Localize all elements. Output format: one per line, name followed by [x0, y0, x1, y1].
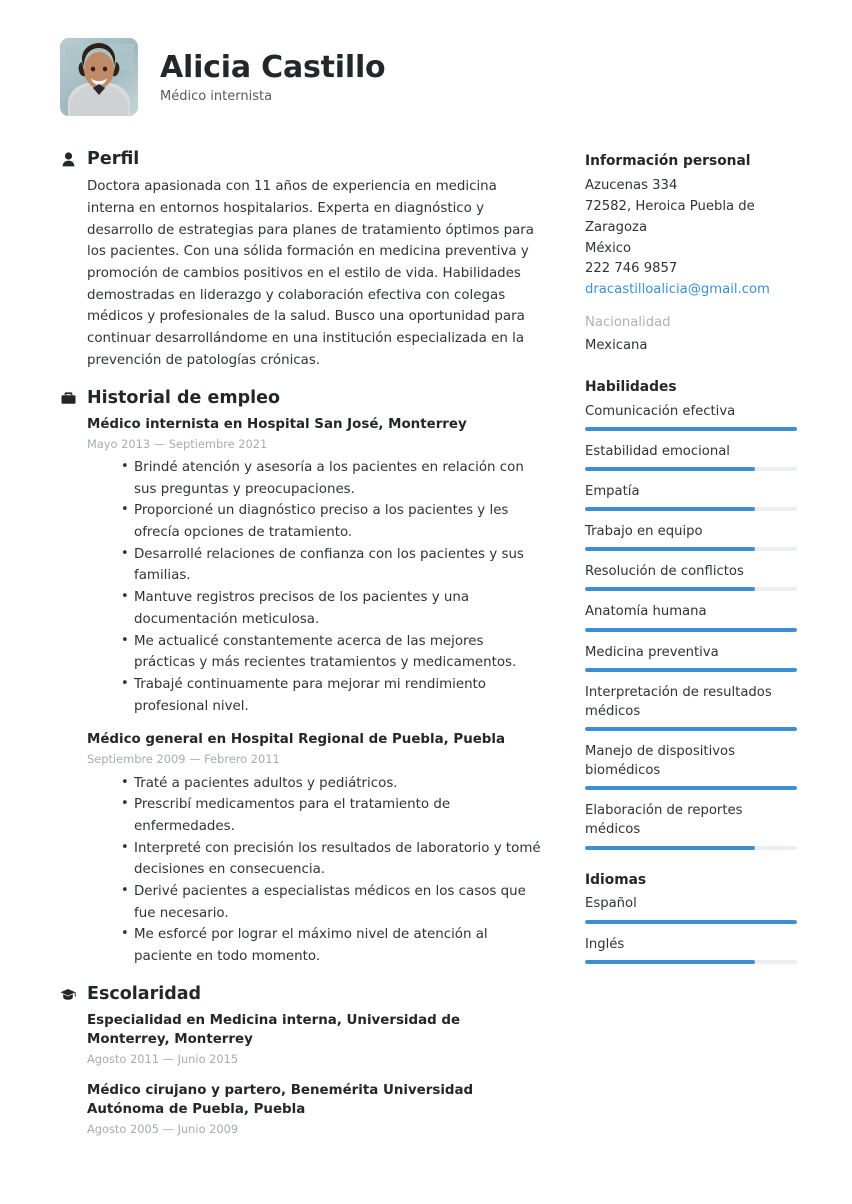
content-columns	[60, 150, 804, 1155]
skill-meter-fill	[585, 727, 797, 731]
entry-title: Médico internista en Hospital San José, Monterrey	[87, 416, 467, 432]
skill-label: Anatomía humana	[585, 604, 707, 620]
skill-label: Interpretación de resultados médicos	[585, 684, 772, 719]
skill-label: Empatía	[585, 484, 640, 499]
skill-meter-fill	[585, 668, 797, 672]
section-employment	[60, 389, 547, 968]
employment-entry	[87, 730, 547, 967]
language-meter	[585, 960, 797, 964]
section-education	[60, 985, 547, 1139]
section-body-employment	[60, 415, 547, 968]
address-city: 72582, Heroica Puebla de Zaragoza	[585, 198, 755, 235]
list-item: • Me esforcé por lograr el máximo nivel de atención al paciente en todo momento.	[121, 924, 547, 967]
language-label: Inglés	[585, 936, 625, 952]
skill-item	[585, 562, 797, 591]
education-entry	[87, 1081, 547, 1138]
skill-label: Elaboración de reportes médicos	[585, 803, 743, 838]
section-body-profile	[60, 176, 547, 371]
skill-label: Manejo de dispositivos biomédicos	[585, 743, 735, 779]
skill-item	[585, 801, 797, 849]
list-item: • Mantuve registros precisos de los pacientes y una documentación meticulosa.	[121, 587, 547, 630]
skill-meter	[585, 467, 797, 471]
language-item	[585, 894, 797, 923]
section-header-profile	[60, 150, 547, 169]
skill-item	[585, 442, 797, 471]
entry-date: Mayo 2013 — Septiembre 2021	[87, 436, 268, 451]
entry-date: Agosto 2005 — Junio 2009	[87, 1122, 239, 1137]
language-meter-fill	[585, 960, 755, 964]
skill-meter	[585, 786, 797, 790]
skill-meter	[585, 628, 797, 632]
sidebar-languages	[585, 872, 797, 964]
entry-bullets	[87, 457, 547, 717]
skill-item	[585, 683, 797, 731]
entry-date: Septiembre 2009 — Febrero 2011	[87, 752, 280, 767]
page-title: Alicia Castillo	[160, 49, 386, 85]
nationality-value: Mexicana	[585, 337, 648, 353]
language-label: Español	[585, 896, 637, 912]
skill-meter-fill	[585, 427, 797, 431]
list-item: • Brindé atención y asesoría a los pacientes en relación con sus preguntas y preocupaciones.	[121, 457, 547, 500]
sidebar	[585, 150, 797, 986]
entry-bullets	[87, 773, 547, 968]
section-title-profile: Perfil	[87, 149, 140, 169]
sidebar-skills	[585, 379, 797, 850]
section-profile	[60, 150, 547, 372]
sidebar-title-skills: Habilidades	[585, 378, 677, 395]
skill-meter-fill	[585, 786, 797, 790]
skill-label: Resolución de conflictos	[585, 564, 744, 580]
skill-meter	[585, 427, 797, 431]
list-item: • Desarrollé relaciones de confianza con los pacientes y sus familias.	[121, 544, 547, 587]
list-item: • Prescribí medicamentos para el tratamiento de enfermedades.	[121, 794, 547, 837]
language-meter-fill	[585, 920, 797, 924]
section-body-education	[60, 1011, 547, 1138]
skill-label: Trabajo en equipo	[585, 524, 703, 540]
language-meter	[585, 920, 797, 924]
skill-meter-fill	[585, 547, 755, 551]
list-item: • Me actualicé constantemente acerca de las mejores prácticas y más recientes tratamientos y medicamentos.	[121, 631, 547, 674]
skill-label: Comunicación efectiva	[585, 403, 736, 419]
skill-meter	[585, 727, 797, 731]
skill-label: Estabilidad emocional	[585, 443, 730, 459]
section-title-education: Escolaridad	[87, 983, 202, 1004]
nationality-label: Nacionalidad	[585, 315, 671, 331]
avatar	[60, 38, 138, 116]
skill-item	[585, 522, 797, 551]
entry-date: Agosto 2011 — Junio 2015	[87, 1052, 239, 1067]
education-entry	[87, 1011, 547, 1068]
skill-label: Medicina preventiva	[585, 644, 719, 660]
job-title: Médico internista	[160, 88, 273, 104]
skill-item	[585, 402, 797, 431]
section-header-education	[60, 985, 547, 1004]
profile-text: Doctora apasionada con 11 años de experiencia en medicina interna en entornos hospitalarios. Experta en diagnóstico y desarrollo de estrategias para planes de tratamiento óptimos para los pacientes. Con una sólida formación en medicina preventiva y promoción de cambios positivos en el estilo de vida. Habilidades demostradas en liderazgo y colaboración efectiva con colegas médicos y profesionales de la salud. Busco una oportunidad para continuar desarrollándome en una institución especializada en la prevención de patologías crónicas.	[87, 179, 535, 368]
person-icon	[60, 151, 76, 168]
skill-item	[585, 643, 797, 672]
address-street: Azucenas 334	[585, 177, 678, 193]
skill-meter	[585, 547, 797, 551]
briefcase-icon	[60, 390, 76, 407]
employment-entry	[87, 415, 547, 718]
main-column	[60, 150, 547, 1155]
skill-meter	[585, 587, 797, 591]
skill-meter	[585, 846, 797, 850]
list-item: • Derivé pacientes a especialistas médicos en los casos que fue necesario.	[121, 881, 547, 924]
skill-meter-fill	[585, 846, 755, 850]
name-block	[160, 50, 385, 105]
entry-title: Especialidad en Medicina interna, Universidad de Monterrey, Monterrey	[87, 1013, 461, 1048]
skill-item	[585, 482, 797, 511]
language-item	[585, 935, 797, 964]
address-country: México	[585, 240, 632, 256]
section-header-employment	[60, 389, 547, 408]
skill-meter	[585, 507, 797, 511]
entry-title: Médico cirujano y partero, Benemérita Universidad Autónoma de Puebla, Puebla	[87, 1083, 474, 1118]
sidebar-title-personal: Información personal	[585, 153, 751, 169]
skill-item	[585, 742, 797, 790]
list-item: • Proporcioné un diagnóstico preciso a los pacientes y les ofrecía opciones de tratamiento.	[121, 500, 547, 543]
section-title-employment: Historial de empleo	[87, 387, 280, 408]
sidebar-title-languages: Idiomas	[585, 871, 647, 888]
skill-item	[585, 602, 797, 631]
list-item: • Trabajé continuamente para mejorar mi rendimiento profesional nivel.	[121, 674, 547, 717]
email-link[interactable]: dracastilloalicia@gmail.com	[585, 282, 770, 298]
list-item: • Traté a pacientes adultos y pediátricos.	[121, 773, 547, 795]
skill-meter-fill	[585, 587, 755, 591]
skill-meter-fill	[585, 507, 755, 511]
skill-meter-fill	[585, 628, 797, 632]
sidebar-personal-info	[585, 153, 797, 357]
list-item: • Interpreté con precisión los resultados de laboratorio y tomé decisiones en consecuencia.	[121, 838, 547, 881]
entry-title: Médico general en Hospital Regional de Puebla, Puebla	[87, 732, 506, 748]
skill-meter	[585, 668, 797, 672]
graduation-cap-icon	[60, 986, 76, 1003]
resume-header	[60, 38, 804, 116]
phone-number: 222 746 9857	[585, 261, 678, 277]
skill-meter-fill	[585, 467, 755, 471]
